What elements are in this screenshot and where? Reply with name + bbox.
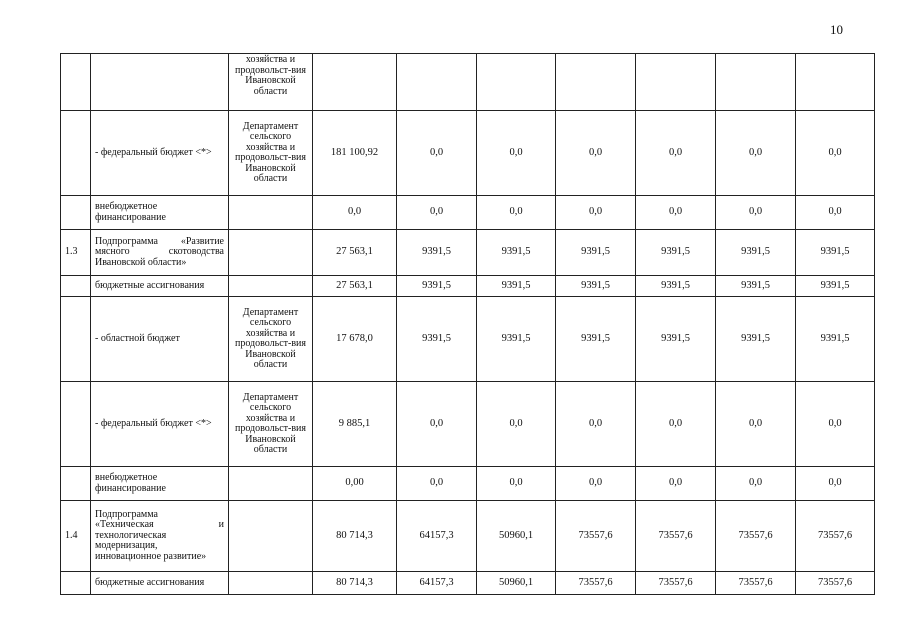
table-row bbox=[61, 572, 875, 595]
value-cell: 27 563,1 bbox=[313, 230, 397, 276]
value-cell: 27 563,1 bbox=[313, 276, 397, 297]
row-name-line: Подпрограмма «Развитие bbox=[95, 235, 224, 247]
row-name-line: модернизация, bbox=[95, 540, 158, 552]
value-cell: 9391,5 bbox=[636, 276, 716, 297]
value-cell: 0,0 bbox=[636, 196, 716, 230]
value-cell: 0,0 bbox=[716, 111, 796, 196]
value-cell: 64157,3 bbox=[397, 501, 477, 572]
row-index: 1.4 bbox=[61, 501, 91, 572]
row-name: - федеральный бюджет <*> bbox=[91, 111, 229, 196]
row-executor bbox=[229, 230, 313, 276]
row-index bbox=[61, 572, 91, 595]
value-cell: 0,0 bbox=[477, 382, 556, 467]
value-cell: 181 100,92 bbox=[313, 111, 397, 196]
value-cell: 9391,5 bbox=[636, 230, 716, 276]
row-name: - областной бюджет bbox=[91, 297, 229, 382]
value-cell bbox=[796, 54, 875, 111]
value-cell: 73557,6 bbox=[556, 501, 636, 572]
value-cell: 80 714,3 bbox=[313, 572, 397, 595]
value-cell: 0,0 bbox=[796, 111, 875, 196]
value-cell: 0,0 bbox=[716, 196, 796, 230]
value-cell: 0,0 bbox=[477, 467, 556, 501]
value-cell: 0,00 bbox=[313, 467, 397, 501]
value-cell: 0,0 bbox=[636, 382, 716, 467]
value-cell: 9391,5 bbox=[556, 276, 636, 297]
row-executor bbox=[229, 276, 313, 297]
row-name: бюджетные ассигнования bbox=[91, 276, 229, 297]
value-cell bbox=[716, 54, 796, 111]
value-cell: 50960,1 bbox=[477, 501, 556, 572]
table-row bbox=[61, 467, 875, 501]
value-cell: 0,0 bbox=[716, 467, 796, 501]
value-cell bbox=[636, 54, 716, 111]
row-executor: Департамент сельского хозяйства и продовольст-вия Ивановской области bbox=[229, 382, 313, 467]
row-name-line: мясного скотоводства bbox=[95, 246, 224, 258]
value-cell: 73557,6 bbox=[716, 501, 796, 572]
value-cell: 9391,5 bbox=[796, 297, 875, 382]
value-cell: 0,0 bbox=[313, 196, 397, 230]
value-cell: 9391,5 bbox=[397, 297, 477, 382]
value-cell: 0,0 bbox=[716, 382, 796, 467]
row-executor bbox=[229, 572, 313, 595]
row-executor bbox=[229, 501, 313, 572]
row-index bbox=[61, 276, 91, 297]
value-cell: 0,0 bbox=[397, 111, 477, 196]
value-cell: 0,0 bbox=[796, 382, 875, 467]
value-cell: 80 714,3 bbox=[313, 501, 397, 572]
value-cell: 0,0 bbox=[556, 467, 636, 501]
value-cell: 17 678,0 bbox=[313, 297, 397, 382]
value-cell bbox=[397, 54, 477, 111]
row-index bbox=[61, 297, 91, 382]
value-cell: 0,0 bbox=[397, 467, 477, 501]
value-cell: 9391,5 bbox=[716, 230, 796, 276]
row-index bbox=[61, 467, 91, 501]
value-cell: 64157,3 bbox=[397, 572, 477, 595]
value-cell: 9391,5 bbox=[796, 276, 875, 297]
value-cell bbox=[556, 54, 636, 111]
value-cell: 9391,5 bbox=[636, 297, 716, 382]
row-index bbox=[61, 382, 91, 467]
value-cell: 73557,6 bbox=[556, 572, 636, 595]
row-name: внебюджетное финансирование bbox=[91, 196, 229, 230]
budget-table bbox=[60, 53, 875, 595]
row-name: внебюджетное финансирование bbox=[91, 467, 229, 501]
row-executor: Департамент сельского хозяйства и продовольст-вия Ивановской области bbox=[229, 297, 313, 382]
row-name-line: Подпрограмма bbox=[95, 508, 158, 520]
row-index bbox=[61, 111, 91, 196]
table-row bbox=[61, 297, 875, 382]
value-cell: 0,0 bbox=[796, 467, 875, 501]
row-index bbox=[61, 196, 91, 230]
value-cell: 9391,5 bbox=[477, 297, 556, 382]
value-cell: 0,0 bbox=[397, 196, 477, 230]
value-cell: 0,0 bbox=[556, 382, 636, 467]
table-row bbox=[61, 276, 875, 297]
row-index: 1.3 bbox=[61, 230, 91, 276]
table-row bbox=[61, 382, 875, 467]
row-name: бюджетные ассигнования bbox=[91, 572, 229, 595]
row-executor: хозяйства и продовольст-вия Ивановской области bbox=[229, 54, 313, 111]
row-name-line: инновационное развитие» bbox=[95, 550, 207, 562]
row-name: - федеральный бюджет <*> bbox=[91, 382, 229, 467]
value-cell: 73557,6 bbox=[716, 572, 796, 595]
value-cell: 73557,6 bbox=[796, 572, 875, 595]
row-name bbox=[91, 230, 229, 276]
table-row bbox=[61, 54, 875, 111]
value-cell: 9 885,1 bbox=[313, 382, 397, 467]
row-executor: Департамент сельского хозяйства и продовольст-вия Ивановской области bbox=[229, 111, 313, 196]
value-cell: 0,0 bbox=[477, 196, 556, 230]
value-cell: 9391,5 bbox=[397, 230, 477, 276]
table-row bbox=[61, 501, 875, 572]
value-cell: 50960,1 bbox=[477, 572, 556, 595]
value-cell: 9391,5 bbox=[556, 230, 636, 276]
row-executor bbox=[229, 196, 313, 230]
table-row bbox=[61, 111, 875, 196]
value-cell: 0,0 bbox=[556, 111, 636, 196]
value-cell: 0,0 bbox=[477, 111, 556, 196]
value-cell: 9391,5 bbox=[477, 276, 556, 297]
row-name bbox=[91, 501, 229, 572]
value-cell: 0,0 bbox=[636, 467, 716, 501]
row-name-line: технологическая bbox=[95, 529, 167, 541]
page-number: 10 bbox=[830, 22, 843, 37]
value-cell: 9391,5 bbox=[716, 276, 796, 297]
value-cell: 73557,6 bbox=[796, 501, 875, 572]
row-name-line: «Техническая и bbox=[95, 519, 224, 531]
value-cell: 0,0 bbox=[397, 382, 477, 467]
value-cell: 9391,5 bbox=[397, 276, 477, 297]
value-cell: 9391,5 bbox=[796, 230, 875, 276]
value-cell: 9391,5 bbox=[716, 297, 796, 382]
value-cell: 0,0 bbox=[636, 111, 716, 196]
value-cell bbox=[477, 54, 556, 111]
value-cell: 73557,6 bbox=[636, 572, 716, 595]
value-cell: 0,0 bbox=[556, 196, 636, 230]
row-name bbox=[91, 54, 229, 111]
value-cell: 9391,5 bbox=[477, 230, 556, 276]
value-cell: 73557,6 bbox=[636, 501, 716, 572]
table-row bbox=[61, 230, 875, 276]
row-name-line: Ивановской области» bbox=[95, 256, 187, 268]
table-row bbox=[61, 196, 875, 230]
row-index bbox=[61, 54, 91, 111]
value-cell: 9391,5 bbox=[556, 297, 636, 382]
value-cell bbox=[313, 54, 397, 111]
value-cell: 0,0 bbox=[796, 196, 875, 230]
row-executor bbox=[229, 467, 313, 501]
